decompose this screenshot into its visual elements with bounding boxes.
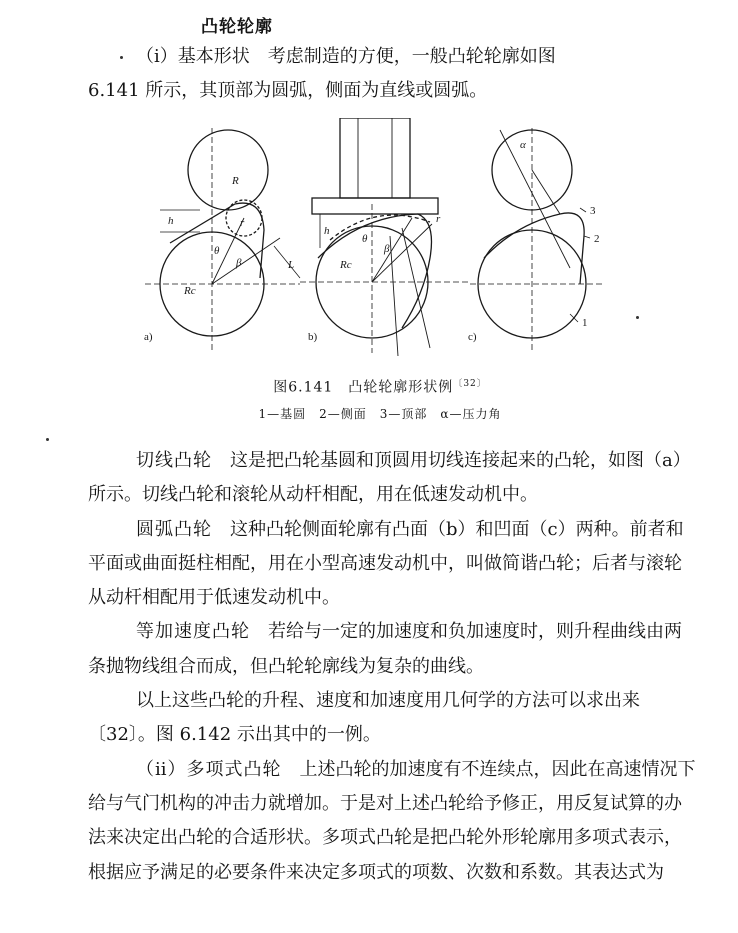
panel-label-a: a) — [144, 331, 153, 343]
paragraph-arc-cam — [88, 513, 698, 616]
label-L-a: L — [288, 259, 295, 271]
body-text — [88, 444, 698, 890]
scan-speck — [46, 438, 49, 441]
paragraph-text: 这种凸轮侧面轮廓有凸面（b）和凹面（c）两种。前者和平面或曲面挺柱相配，用在小型高速发动机中，叫做简谐凸轮；后者与滚轮从动杆相配用于低速发动机中。 — [88, 518, 684, 609]
cam-flank-c — [484, 213, 584, 284]
label-R-a: R — [232, 175, 239, 187]
paragraph-term: 切线凸轮 — [136, 450, 212, 471]
cam-diagram-b — [300, 118, 470, 356]
figure-caption-text: 图6.141 凸轮轮廓形状例 — [273, 379, 454, 396]
figure-caption — [200, 376, 560, 397]
label-alpha-c: α — [520, 139, 526, 151]
label-beta-a: β — [236, 257, 242, 269]
section-i-text-line2: 6.141 所示，其顶部为圆弧，侧面为直线或圆弧。 — [88, 80, 488, 101]
paragraph-geometric-method — [88, 684, 698, 753]
label-r-a: r — [240, 217, 245, 229]
label-h-a: h — [168, 215, 174, 227]
paragraph-term: 圆弧凸轮 — [136, 518, 212, 540]
figure-caption-ref: 〔32〕 — [453, 379, 487, 389]
cam-diagram-c — [468, 128, 605, 353]
paragraph-text: 上述凸轮的加速度有不连续点，因此在高速情况下给与气门机构的冲击力就增加。于是对上述凸轮给予修正，用反复试算的办法来决定出凸轮的合适形状。多项式凸轮是把凸轮外形轮廓用多项式表示，根据应予满足的必要条件来决定多项式的项数、次数和系数。其表达式为 — [88, 758, 696, 883]
label-h-b: h — [324, 225, 330, 237]
figure-legend: 1—基圆 2—侧面 3—顶部 α—压力角 — [258, 407, 502, 421]
paragraph-term: （ⅱ）多项式凸轮 — [136, 758, 282, 780]
section-i-label: （ⅰ）基本形状 — [136, 46, 250, 67]
roller-circle-a — [188, 130, 268, 210]
tappet-foot-b — [312, 198, 438, 214]
paragraph-constant-accel-cam — [88, 615, 698, 684]
label-theta-a: θ — [214, 245, 220, 257]
panel-label-b: b) — [308, 331, 318, 343]
beta-line-b — [372, 224, 432, 282]
l-dim-a — [274, 246, 300, 278]
label-beta-b: β — [384, 243, 390, 255]
label-r-b: r — [436, 213, 441, 225]
cam-flank-b — [318, 214, 432, 328]
section-heading: 凸轮轮廓 — [201, 17, 273, 37]
paragraph-term: 等加速度凸轮 — [136, 621, 250, 643]
paragraph-polynomial-cam — [88, 753, 698, 890]
intro-paragraph — [88, 40, 700, 108]
cam-diagrams-svg — [140, 118, 610, 358]
section-i-text-line1: 考虑制造的方便，一般凸轮轮廓如图 — [267, 46, 556, 67]
tappet-body-b — [340, 118, 410, 198]
scan-speck — [120, 56, 123, 59]
paragraph-text: 这是把凸轮基圆和顶圆用切线连接起来的凸轮，如图（a）所示。切线凸轮和滚轮从动杆相配，用在低速发动机中。 — [88, 450, 691, 506]
label-rc-b: Rc — [340, 259, 352, 271]
label-theta-b: θ — [362, 233, 368, 245]
label-2-c: 2 — [594, 233, 600, 245]
cam-profile-figure — [140, 118, 610, 358]
sweep-line-b1 — [402, 228, 430, 348]
panel-label-c: c) — [468, 331, 477, 343]
label-3-c: 3 — [590, 205, 596, 217]
label-1-c: 1 — [582, 317, 588, 329]
label-rc-a: Rc — [184, 285, 196, 297]
leader-2-c — [584, 236, 590, 238]
scan-speck — [636, 316, 639, 319]
cam-diagram-a — [144, 128, 300, 353]
paragraph-text: 以上这些凸轮的升程、速度和加速度用几何学的方法可以求出来〔32〕。图 6.142 示出其中的一例。 — [88, 690, 640, 746]
sweep-line-b2 — [390, 236, 398, 356]
leader-3-c — [580, 208, 586, 212]
paragraph-tangent-cam — [88, 444, 698, 513]
paragraph-text: 若给与一定的加速度和负加速度时，则升程曲线由两条抛物线组合而成，但凸轮轮廓线为复杂的曲线。 — [88, 621, 682, 677]
